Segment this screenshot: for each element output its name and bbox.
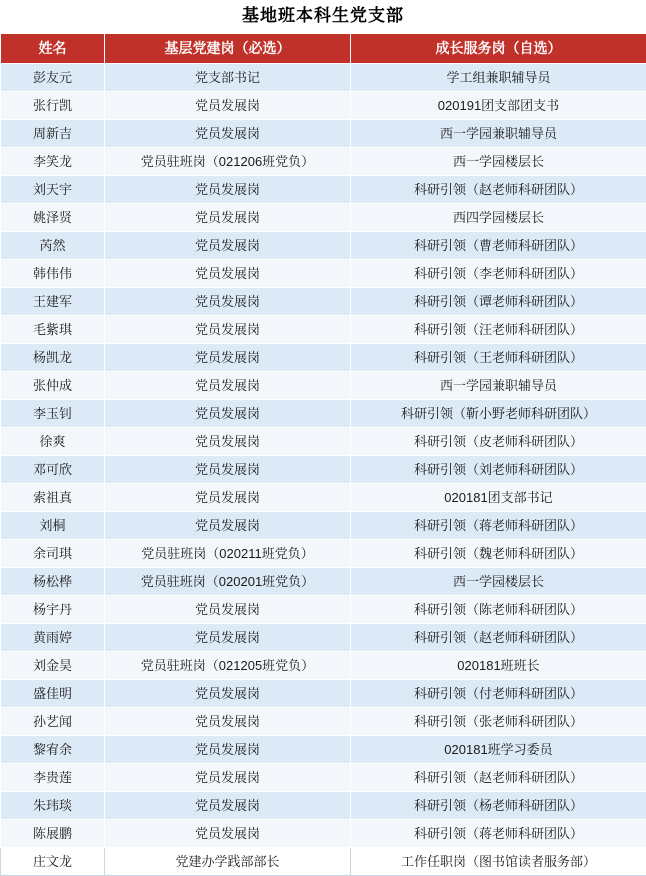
party-post-cell: 党员发展岗 — [105, 344, 351, 372]
party-post-cell: 党员发展岗 — [105, 624, 351, 652]
table-row — [1, 400, 646, 428]
table-row — [1, 204, 646, 232]
party-post-cell: 党员发展岗 — [105, 680, 351, 708]
service-post-cell: 科研引领（皮老师科研团队） — [351, 428, 646, 456]
table-row — [1, 624, 646, 652]
column-header-party-post: 基层党建岗（必选） — [105, 34, 351, 64]
service-post-cell: 科研引领（赵老师科研团队） — [351, 624, 646, 652]
service-post-cell: 020191团支部团支书 — [351, 92, 646, 120]
table-header — [1, 34, 646, 64]
party-post-cell: 党员驻班岗（021206班党负） — [105, 148, 351, 176]
service-post-cell: 西一学园兼职辅导员 — [351, 120, 646, 148]
service-post-cell: 科研引领（李老师科研团队） — [351, 260, 646, 288]
table-row — [1, 680, 646, 708]
table-row — [1, 652, 646, 680]
column-header-service-post: 成长服务岗（自选） — [351, 34, 646, 64]
member-name-cell: 姚泽贤 — [1, 204, 105, 232]
service-post-cell: 科研引领（曹老师科研团队） — [351, 232, 646, 260]
party-post-cell: 党员发展岗 — [105, 92, 351, 120]
member-name-cell: 张仲成 — [1, 372, 105, 400]
party-post-cell: 党员驻班岗（021205班党负） — [105, 652, 351, 680]
table-row — [1, 708, 646, 736]
service-post-cell: 西四学园楼层长 — [351, 204, 646, 232]
member-name-cell: 李贵莲 — [1, 764, 105, 792]
table-row — [1, 92, 646, 120]
member-name-cell: 刘天宇 — [1, 176, 105, 204]
service-post-cell: 西一学园楼层长 — [351, 148, 646, 176]
member-name-cell: 索祖真 — [1, 484, 105, 512]
party-post-cell: 党员发展岗 — [105, 400, 351, 428]
service-post-cell: 科研引领（靳小野老师科研团队） — [351, 400, 646, 428]
party-branch-table — [0, 33, 646, 876]
service-post-cell: 西一学园楼层长 — [351, 568, 646, 596]
table-row — [1, 568, 646, 596]
table-row — [1, 260, 646, 288]
member-name-cell: 王建军 — [1, 288, 105, 316]
member-name-cell: 徐爽 — [1, 428, 105, 456]
party-post-cell: 党员发展岗 — [105, 512, 351, 540]
member-name-cell: 邓可欣 — [1, 456, 105, 484]
service-post-cell: 科研引领（赵老师科研团队） — [351, 764, 646, 792]
party-post-cell: 党员发展岗 — [105, 260, 351, 288]
service-post-cell: 工作任职岗（图书馆读者服务部） — [351, 848, 646, 876]
service-post-cell: 科研引领（蒋老师科研团队） — [351, 512, 646, 540]
party-post-cell: 党建办学践部部长 — [105, 848, 351, 876]
member-name-cell: 韩伟伟 — [1, 260, 105, 288]
member-name-cell: 盛佳明 — [1, 680, 105, 708]
table-row — [1, 456, 646, 484]
party-post-cell: 党员发展岗 — [105, 176, 351, 204]
member-name-cell: 余司琪 — [1, 540, 105, 568]
party-post-cell: 党员发展岗 — [105, 232, 351, 260]
table-body — [1, 64, 646, 876]
service-post-cell: 020181团支部书记 — [351, 484, 646, 512]
service-post-cell: 科研引领（汪老师科研团队） — [351, 316, 646, 344]
party-post-cell: 党员发展岗 — [105, 456, 351, 484]
table-row — [1, 540, 646, 568]
service-post-cell: 科研引领（刘老师科研团队） — [351, 456, 646, 484]
party-post-cell: 党员驻班岗（020211班党负） — [105, 540, 351, 568]
member-name-cell: 杨宇丹 — [1, 596, 105, 624]
table-row — [1, 792, 646, 820]
party-post-cell: 党员发展岗 — [105, 596, 351, 624]
table-row — [1, 176, 646, 204]
table-row — [1, 512, 646, 540]
service-post-cell: 学工组兼职辅导员 — [351, 64, 646, 92]
service-post-cell: 科研引领（蒋老师科研团队） — [351, 820, 646, 848]
page-title: 基地班本科生党支部 — [0, 0, 646, 33]
party-post-cell: 党员发展岗 — [105, 736, 351, 764]
service-post-cell: 西一学园兼职辅导员 — [351, 372, 646, 400]
member-name-cell: 刘金昊 — [1, 652, 105, 680]
party-post-cell: 党支部书记 — [105, 64, 351, 92]
party-post-cell: 党员驻班岗（020201班党负） — [105, 568, 351, 596]
service-post-cell: 科研引领（陈老师科研团队） — [351, 596, 646, 624]
table-row — [1, 120, 646, 148]
party-post-cell: 党员发展岗 — [105, 316, 351, 344]
table-row — [1, 736, 646, 764]
member-name-cell: 杨凯龙 — [1, 344, 105, 372]
table-row — [1, 596, 646, 624]
table-row — [1, 764, 646, 792]
member-name-cell: 黄雨婷 — [1, 624, 105, 652]
service-post-cell: 科研引领（张老师科研团队） — [351, 708, 646, 736]
member-name-cell: 毛紫琪 — [1, 316, 105, 344]
party-post-cell: 党员发展岗 — [105, 372, 351, 400]
table-row — [1, 288, 646, 316]
member-name-cell: 杨松桦 — [1, 568, 105, 596]
member-name-cell: 黎宥余 — [1, 736, 105, 764]
service-post-cell: 科研引领（赵老师科研团队） — [351, 176, 646, 204]
service-post-cell: 020181班班长 — [351, 652, 646, 680]
service-post-cell: 科研引领（谭老师科研团队） — [351, 288, 646, 316]
member-name-cell: 芮然 — [1, 232, 105, 260]
party-post-cell: 党员发展岗 — [105, 764, 351, 792]
table-row — [1, 64, 646, 92]
party-post-cell: 党员发展岗 — [105, 708, 351, 736]
member-name-cell: 彭友元 — [1, 64, 105, 92]
service-post-cell: 科研引领（杨老师科研团队） — [351, 792, 646, 820]
table-row — [1, 848, 646, 876]
table-row — [1, 820, 646, 848]
service-post-cell: 科研引领（付老师科研团队） — [351, 680, 646, 708]
member-name-cell: 李玉钊 — [1, 400, 105, 428]
member-name-cell: 周新吉 — [1, 120, 105, 148]
party-post-cell: 党员发展岗 — [105, 484, 351, 512]
member-name-cell: 张行凯 — [1, 92, 105, 120]
member-name-cell: 刘桐 — [1, 512, 105, 540]
member-name-cell: 庄文龙 — [1, 848, 105, 876]
party-post-cell: 党员发展岗 — [105, 120, 351, 148]
table-row — [1, 148, 646, 176]
service-post-cell: 科研引领（魏老师科研团队） — [351, 540, 646, 568]
table-row — [1, 428, 646, 456]
table-header-row — [1, 34, 646, 64]
table-row — [1, 316, 646, 344]
service-post-cell: 科研引领（王老师科研团队） — [351, 344, 646, 372]
table-row — [1, 484, 646, 512]
party-post-cell: 党员发展岗 — [105, 792, 351, 820]
member-name-cell: 孙艺闻 — [1, 708, 105, 736]
member-name-cell: 陈展鹏 — [1, 820, 105, 848]
party-post-cell: 党员发展岗 — [105, 820, 351, 848]
party-post-cell: 党员发展岗 — [105, 428, 351, 456]
table-row — [1, 344, 646, 372]
column-header-name: 姓名 — [1, 34, 105, 64]
member-name-cell: 朱玮琰 — [1, 792, 105, 820]
party-post-cell: 党员发展岗 — [105, 204, 351, 232]
table-row — [1, 232, 646, 260]
service-post-cell: 020181班学习委员 — [351, 736, 646, 764]
table-row — [1, 372, 646, 400]
member-name-cell: 李笑龙 — [1, 148, 105, 176]
party-post-cell: 党员发展岗 — [105, 288, 351, 316]
